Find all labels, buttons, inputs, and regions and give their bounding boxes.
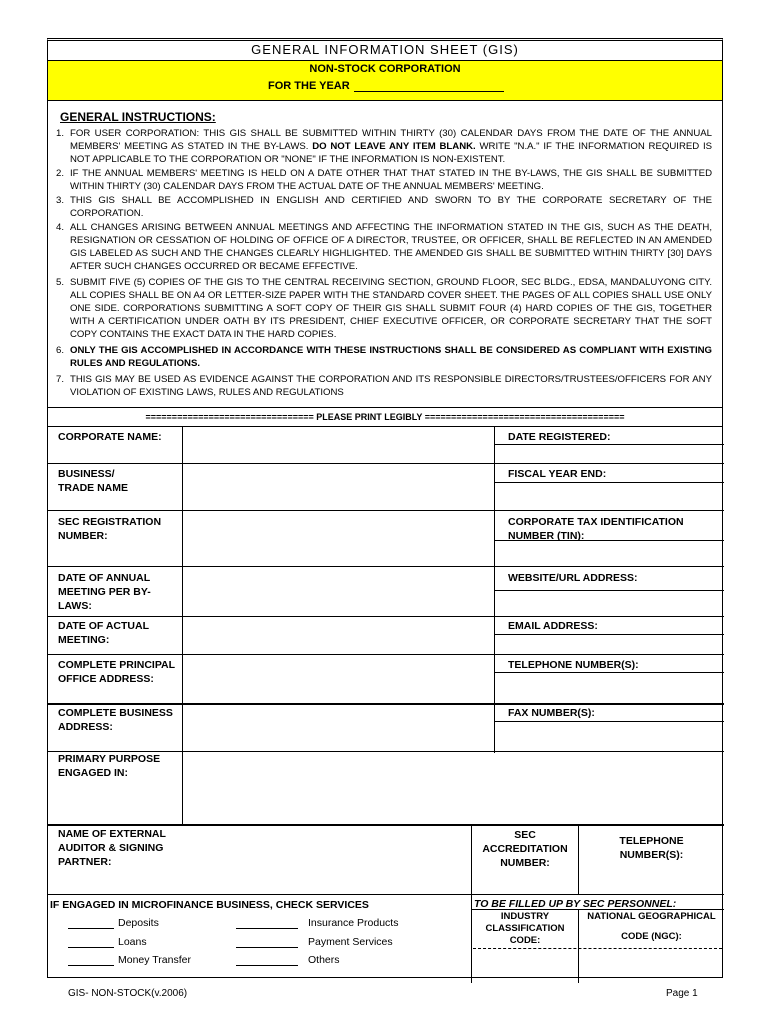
instruction-item: 4. ALL CHANGES ARISING BETWEEN ANNUAL MEETINGS AND AFFECTING THE INFORMATION STATED IN THE GIS, SUCH AS THE DEATH, RESIGNATION OR CESSATION OF HOLDING OF OFFICE OF A DIRECTOR, TRUSTEE, OR OFFICER, SHALL BE REFLECTED IN AN AMENDED GIS LABELED AS SUCH AND THE CHANGES CLEARLY HIGHLIGHTED. THE AMENDED GIS SHALL BE SUBMITTED WITHIN THIRTY [30] DAYS AFTER SUCH CHANGES OCCURRED OR BECAME EFFECTIVE. [55,222,712,272]
service-loans[interactable]: Loans [68,936,147,948]
service-insurance[interactable]: Insurance Products [236,917,398,929]
website-field[interactable] [495,591,723,615]
sec-registration-label: SEC REGISTRATION NUMBER: [58,516,162,542]
checkbox-line[interactable] [68,918,114,929]
for-the-year [268,80,504,92]
date-registered-field[interactable] [495,445,723,462]
checkbox-line[interactable] [68,955,114,966]
tin-label: CORPORATE TAX IDENTIFICATION NUMBER (TIN): [508,516,684,542]
form-version: GIS- NON-STOCK(v.2006) [68,988,188,999]
primary-purpose-label: PRIMARY PURPOSE ENGAGED IN: [58,753,161,779]
instruction-item: 7. THIS GIS MAY BE USED AS EVIDENCE AGAINST THE CORPORATION AND ITS RESPONSIBLE DIRECTORS/TRUSTEES/OFFICERS FOR ANY VIOLATION OF EXISTING LAWS, RULES AND REGULATIONS [55,374,712,398]
ngc-label: NATIONAL GEOGRAPHICAL CODE (NGC): [587,911,716,942]
instructions-list [52,127,712,400]
yellow-header-band [48,60,722,101]
service-deposits[interactable]: Deposits [68,917,159,929]
sec-registration-field[interactable] [183,511,493,565]
tin-field[interactable] [495,541,723,565]
date-registered-label: DATE REGISTERED: [508,431,611,443]
actual-meeting-label: DATE OF ACTUAL MEETING: [58,620,149,646]
principal-office-label: COMPLETE PRINCIPAL OFFICE ADDRESS: [58,659,176,685]
business-address-field[interactable] [183,705,493,750]
external-auditor-label: NAME OF EXTERNAL AUDITOR & SIGNING PARTNER: [58,828,166,868]
microfinance-heading: IF ENGAGED IN MICROFINANCE BUSINESS, CHECK SERVICES [50,899,369,911]
print-legibly-banner: ================================ PLEASE PRINT LEGIBLY ====================================== [48,407,722,427]
actual-meeting-field[interactable] [183,617,493,653]
checkbox-line[interactable] [236,955,298,966]
for-the-year-label: FOR THE YEAR [268,80,350,92]
gis-form-page [47,38,723,978]
auditor-telephone-label: TELEPHONE NUMBER(S): [619,835,684,861]
corporate-name-field[interactable] [183,427,493,462]
fax-label: FAX NUMBER(S): [508,707,595,719]
instruction-item: 2. IF THE ANNUAL MEMBERS' MEETING IS HELD ON A DATE OTHER THAT THAT STATED IN THE BY-LAWS, THE GIS SHALL BE SUBMITTED WITHIN THIRTY (30) CALENDAR DAYS FROM THE ACTUAL DATE OF THE ANNUAL MEMBERS' MEETING. [55,168,712,192]
form-subtitle: NON-STOCK CORPORATION [309,63,461,75]
email-field[interactable] [495,635,723,653]
form-title: GENERAL INFORMATION SHEET (GIS) [251,42,519,57]
sec-personnel-dashed-line [473,948,722,949]
business-trade-name-label: BUSINESS/ TRADE NAME [58,468,128,494]
instructions-heading: GENERAL INSTRUCTIONS: [60,110,216,124]
fiscal-year-end-label: FISCAL YEAR END: [508,468,607,480]
annual-meeting-label: DATE OF ANNUAL MEETING PER BY- LAWS: [58,572,151,612]
industry-classification-label: INDUSTRY CLASSIFICATION CODE: [485,911,565,946]
page-number: Page 1 [666,988,698,999]
checkbox-line[interactable] [68,937,114,948]
instruction-item: 5. SUBMIT FIVE (5) COPIES OF THE GIS TO THE CENTRAL RECEIVING SECTION, GROUND FLOOR, SEC BLDG., EDSA, MANDALUYONG CITY. ALL COPIES SHALL BE ON A4 OR LETTER-SIZE PAPER WITH THE STANDARD COVER SHEET. THE PAGES OF ALL COPIES SHALL USE ONLY ONE SIDE. CORPORATIONS SUBMITTING A SOFT COPY OF THEIR GIS SHALL SUBMIT FOUR (4) HARD COPIES OF THE GIS, TOGETHER WITH A CERTIFICATION UNDER OATH BY ITS PRESIDENT, CHIEF EXECUTIVE OFFICER, OR CORPORATE SECRETARY THAT THE SOFT COPY CONTAINS THE EXACT DATA IN THE HARD COPIES. [55,277,712,340]
ngc-field[interactable] [579,951,723,981]
business-address-label: COMPLETE BUSINESS ADDRESS: [58,707,173,733]
service-money-transfer[interactable]: Money Transfer [68,954,191,966]
trade-name-field[interactable] [183,464,493,509]
fiscal-year-end-field[interactable] [495,483,723,509]
instruction-item: 3. THIS GIS SHALL BE ACCOMPLISHED IN ENGLISH AND CERTIFIED AND SWORN TO BY THE CORPORATE SECRETARY OF THE CORPORATION. [55,195,712,219]
sec-accreditation-label: SEC ACCREDITATION NUMBER: [482,829,568,869]
service-others[interactable]: Others [236,954,340,966]
industry-code-field[interactable] [472,951,577,981]
corporate-name-label: CORPORATE NAME: [58,431,162,443]
annual-meeting-field[interactable] [183,567,493,615]
telephone-field[interactable] [495,673,723,702]
checkbox-line[interactable] [236,937,298,948]
checkbox-line[interactable] [236,918,298,929]
website-label: WEBSITE/URL ADDRESS: [508,572,638,584]
principal-office-field[interactable] [183,655,493,702]
fax-field[interactable] [495,722,723,750]
service-payment[interactable]: Payment Services [236,936,393,948]
year-blank-line[interactable] [354,80,504,92]
instruction-item: 6. ONLY THE GIS ACCOMPLISHED IN ACCORDANCE WITH THESE INSTRUCTIONS SHALL BE CONSIDERED AS COMPLIANT WITH EXISTING RULES AND REGULATIONS. [55,345,712,369]
instruction-item: 1. FOR USER CORPORATION: THIS GIS SHALL BE SUBMITTED WITHIN THIRTY (30) CALENDAR DAYS FROM THE DATE OF THE ANNUAL MEMBERS' MEETING AS STATED IN THE BY-LAWS. DO NOT LEAVE ANY ITEM BLANK. WRITE "N.A." IF THE INFORMATION REQUIRED IS NOT APPLICABLE TO THE CORPORATION OR "NONE" IF THE INFORMATION IS NON-EXISTENT. [55,128,713,165]
primary-purpose-field[interactable] [183,752,723,823]
external-auditor-field[interactable] [183,826,470,893]
email-label: EMAIL ADDRESS: [508,620,598,632]
sec-personnel-heading: TO BE FILLED UP BY SEC PERSONNEL: [474,898,677,910]
telephone-label: TELEPHONE NUMBER(S): [508,659,639,671]
